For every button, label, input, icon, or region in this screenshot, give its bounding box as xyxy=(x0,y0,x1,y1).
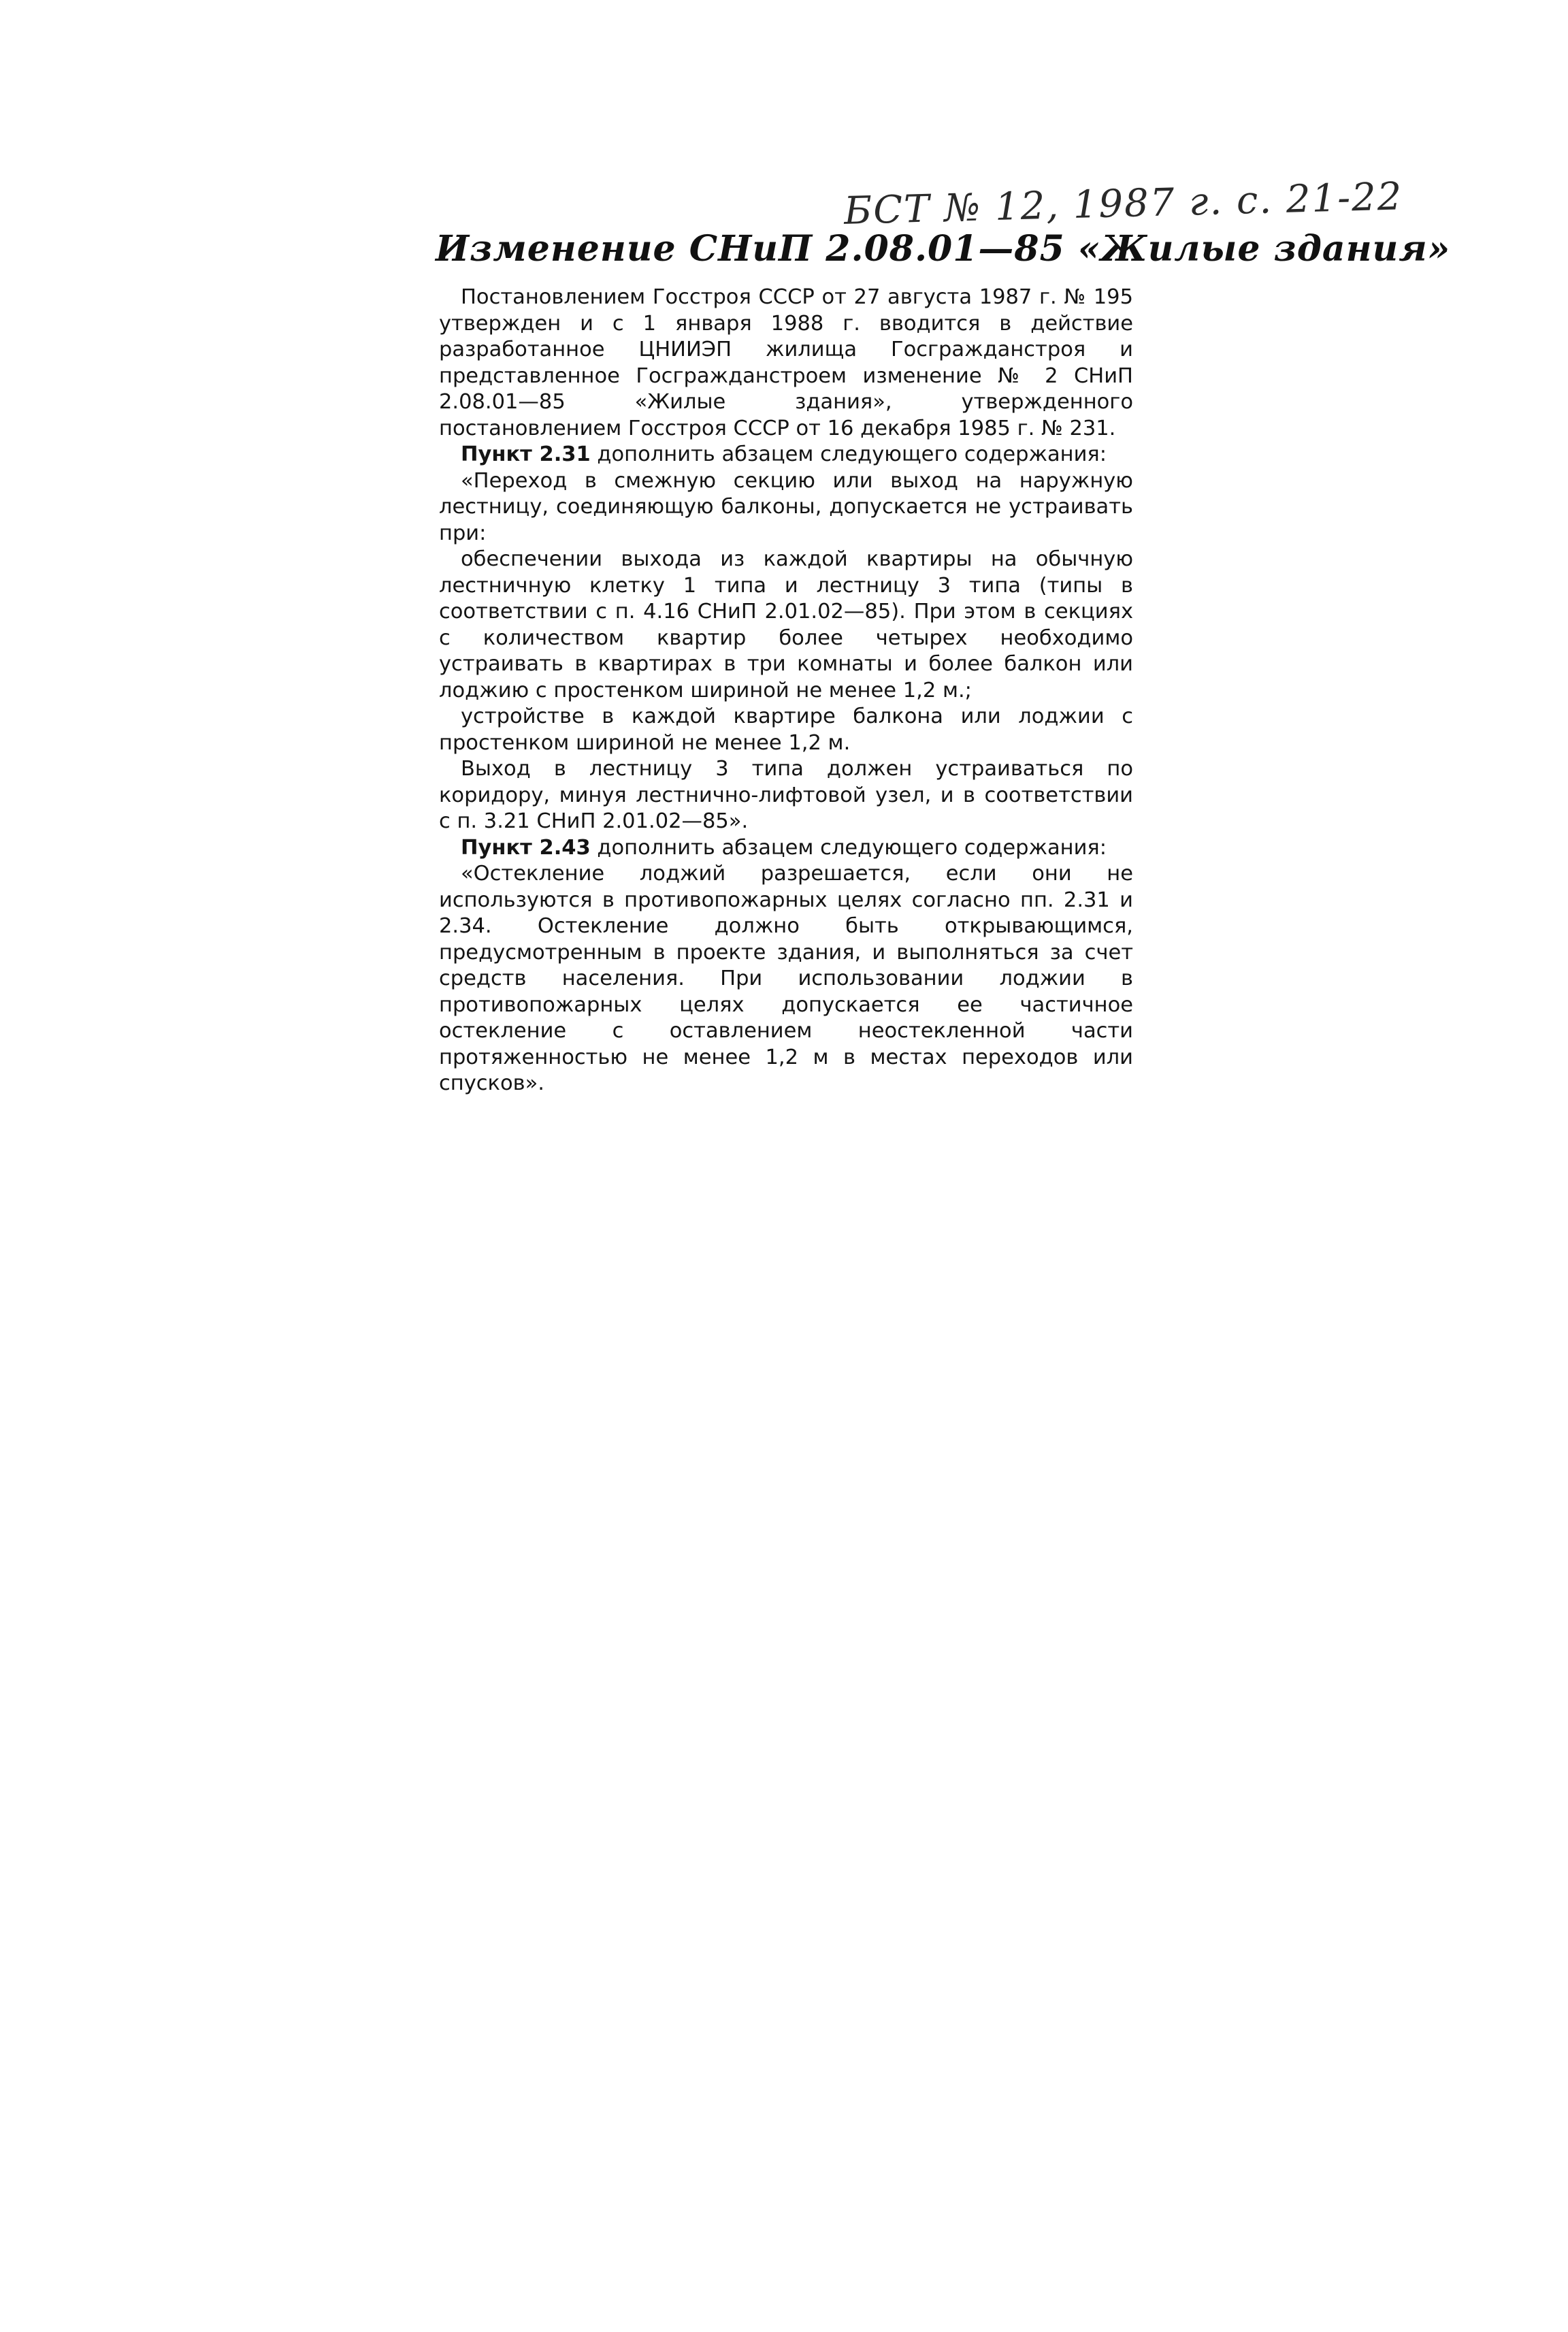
paragraph-text: устройстве в каждой квартире балкона или лоджии с простенком шириной не менее 1,2 м. xyxy=(439,705,1133,755)
paragraph xyxy=(439,285,1133,442)
paragraph xyxy=(439,442,1133,468)
paragraph-text: дополнить абзацем следующего содержания: xyxy=(590,835,1107,860)
document-body xyxy=(439,285,1133,1097)
paragraph-text: Постановлением Госстроя СССР от 27 августа 1987 г. № 195 утвержден и с 1 января 1988 г. вводится в действие разработанное ЦНИИЭП жилища Госгражданстроя и представленное Госгражданстроем изменение № 2 СНиП 2.08.01—85 «Жилые здания», утвержденного постановлением Госстроя СССР от 16 декабря 1985 г. № 231. xyxy=(439,285,1133,440)
paragraph xyxy=(439,861,1133,1097)
clause-label: Пункт 2.31 xyxy=(461,442,591,466)
paragraph-text: «Переход в смежную секцию или выход на наружную лестницу, соединяющую балконы, допускается не устраивать при: xyxy=(439,468,1133,545)
paragraph xyxy=(439,756,1133,835)
handwritten-note: БСТ № 12, 1987 г. с. 21-22 xyxy=(843,174,1404,233)
paragraph-text: Выход в лестницу 3 типа должен устраиваться по коридору, минуя лестнично-лифтовой узел, и в соответствии с п. 3.21 СНиП 2.01.02—85». xyxy=(439,757,1133,833)
paragraph-text: дополнить абзацем следующего содержания: xyxy=(590,442,1107,466)
paragraph-text: обеспечении выхода из каждой квартиры на обычную лестничную клетку 1 типа и лестницу 3 типа (типы в соответствии с п. 4.16 СНиП 2.01.02—85). При этом в секциях с количеством квартир более четырех необходимо устраивать в квартирах в три комнаты и более балкон или лоджию с простенком шириной не менее 1,2 м.; xyxy=(439,547,1133,702)
paragraph xyxy=(439,835,1133,862)
document-title: Изменение СНиП 2.08.01—85 «Жилые здания» xyxy=(436,228,1451,270)
paragraph xyxy=(439,704,1133,756)
paragraph xyxy=(439,547,1133,704)
clause-label: Пункт 2.43 xyxy=(461,835,591,860)
paragraph-text: «Остекление лоджий разрешается, если они не используются в противопожарных целях согласно пп. 2.31 и 2.34. Остекление должно быть открывающимся, предусмотренным в проекте здания, и выполняться за счет средств населения. При использовании лоджии в противопожарных целях допускается ее частичное остекление с оставлением неостекленной части протяженностью не менее 1,2 м в местах переходов или спусков». xyxy=(439,862,1133,1095)
paragraph xyxy=(439,468,1133,547)
